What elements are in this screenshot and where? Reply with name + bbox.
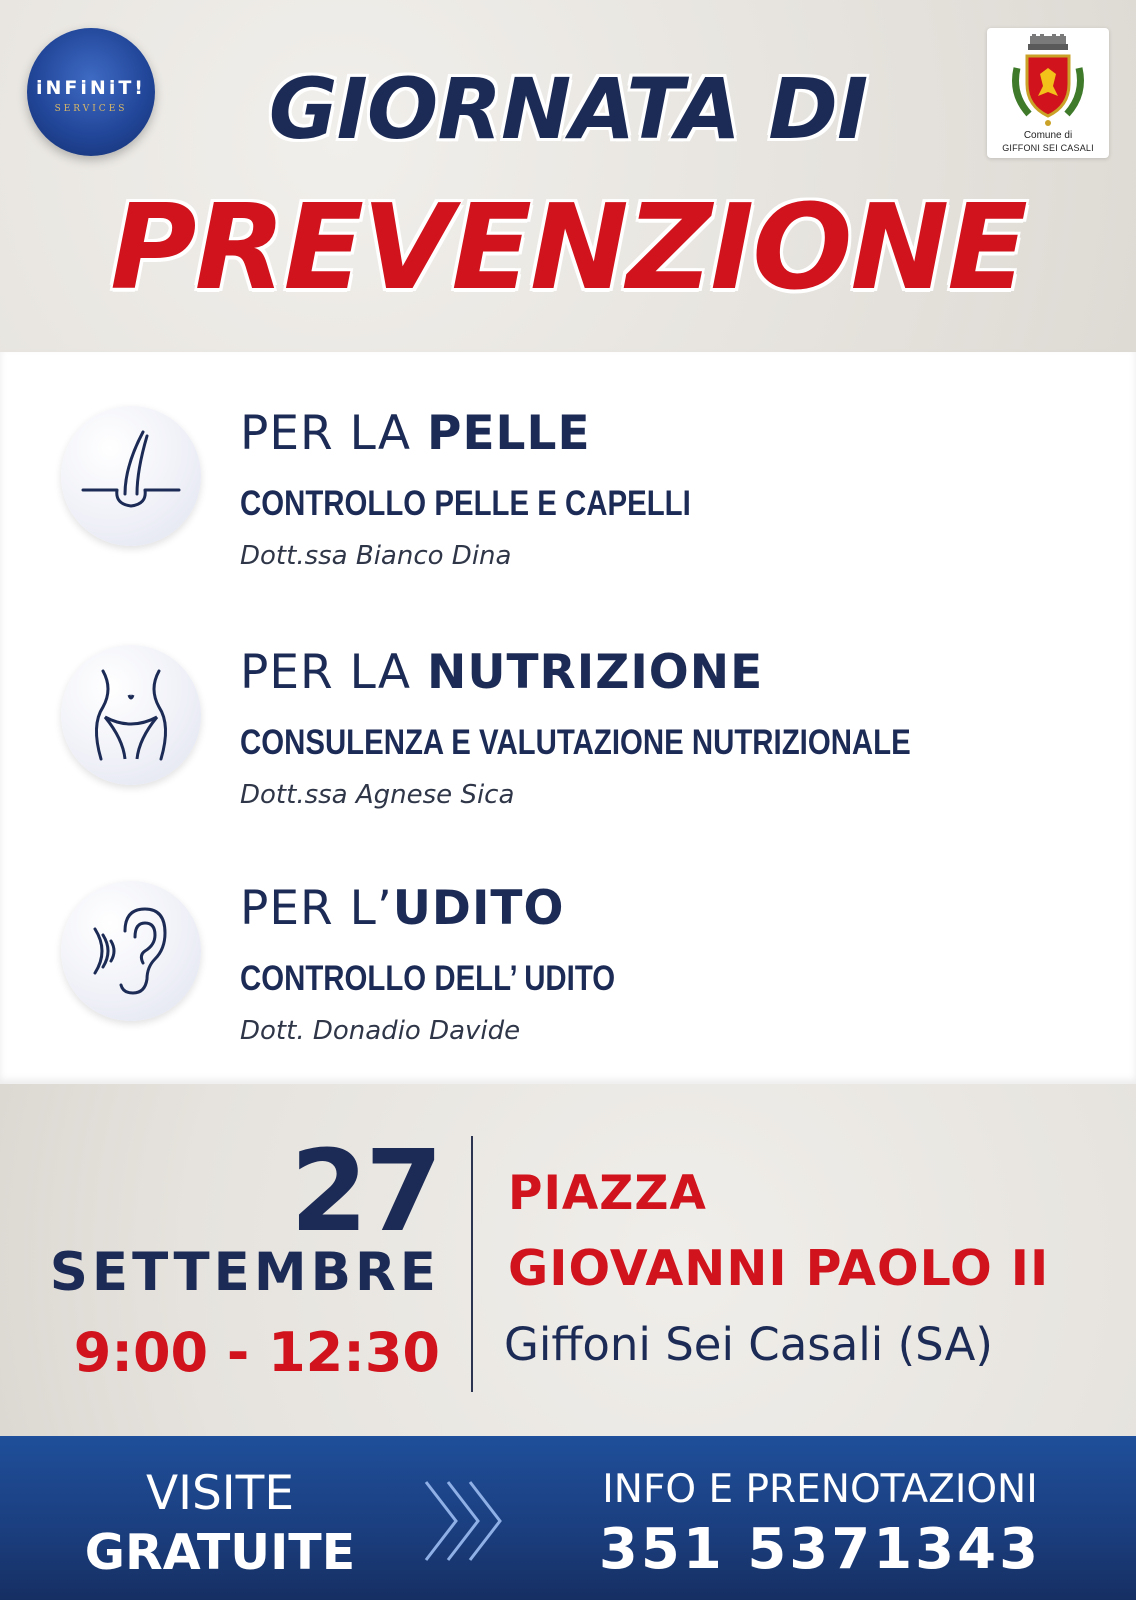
hair-skin-icon (81, 426, 181, 526)
infiniti-logo-name: iNFiNiT! (36, 77, 146, 99)
infiniti-logo-sub: SERVICES (54, 104, 128, 114)
title-line2: PREVENZIONE (110, 178, 1026, 316)
service-heading-topic: UDITO (392, 881, 565, 936)
phone-number[interactable]: 351 5371343 (598, 1517, 1042, 1582)
service-doctor: Dott. Donadio Davide (240, 1016, 521, 1046)
title-line1: GIORNATA DI (268, 60, 868, 158)
service-icon-circle (61, 406, 201, 546)
service-heading-topic: PELLE (427, 406, 591, 461)
ear-hearing-icon (81, 901, 181, 1001)
service-heading-topic: NUTRIZIONE (427, 645, 764, 700)
service-description: CONTROLLO PELLE E CAPELLI (240, 484, 691, 523)
service-description: CONSULENZA E VALUTAZIONE NUTRIZIONALE (240, 723, 911, 762)
service-heading-prefix: PER L’ (240, 881, 393, 936)
comune-logo-line1: Comune di (1023, 130, 1073, 141)
chevrons-right-icon (418, 1476, 508, 1566)
event-month: SETTEMBRE (49, 1242, 440, 1303)
service-pelle (0, 400, 1136, 590)
event-town: Giffoni Sei Casali (SA) (504, 1318, 993, 1371)
footer (0, 1436, 1136, 1600)
visite-label: VISITE (145, 1466, 295, 1521)
service-description: CONTROLLO DELL’ UDITO (240, 959, 616, 998)
event-info (0, 1084, 1136, 1436)
service-heading (240, 406, 591, 461)
header (0, 0, 1136, 352)
event-hours: 9:00 - 12:30 (73, 1321, 440, 1384)
service-heading (240, 881, 564, 936)
service-udito (0, 875, 1136, 1065)
service-doctor: Dott.ssa Agnese Sica (240, 780, 515, 810)
service-heading-prefix: PER LA (240, 406, 427, 461)
service-heading (240, 645, 763, 700)
services-section (0, 352, 1136, 1084)
waist-body-icon (81, 665, 181, 765)
divider (471, 1136, 473, 1392)
info-label: INFO E PRENOTAZIONI (602, 1467, 1038, 1512)
service-nutrizione (0, 639, 1136, 829)
event-place-line2: GIOVANNI PAOLO II (508, 1240, 1050, 1297)
service-doctor: Dott.ssa Bianco Dina (240, 541, 512, 571)
service-icon-circle (61, 645, 201, 785)
gratuite-label: GRATUITE (84, 1524, 356, 1581)
service-heading-prefix: PER LA (240, 645, 427, 700)
event-place-line1: PIAZZA (508, 1166, 707, 1221)
service-icon-circle (61, 881, 201, 1021)
event-day: 27 (290, 1127, 440, 1257)
comune-logo-line2: GIFFONI SEI CASALI (1002, 143, 1094, 153)
